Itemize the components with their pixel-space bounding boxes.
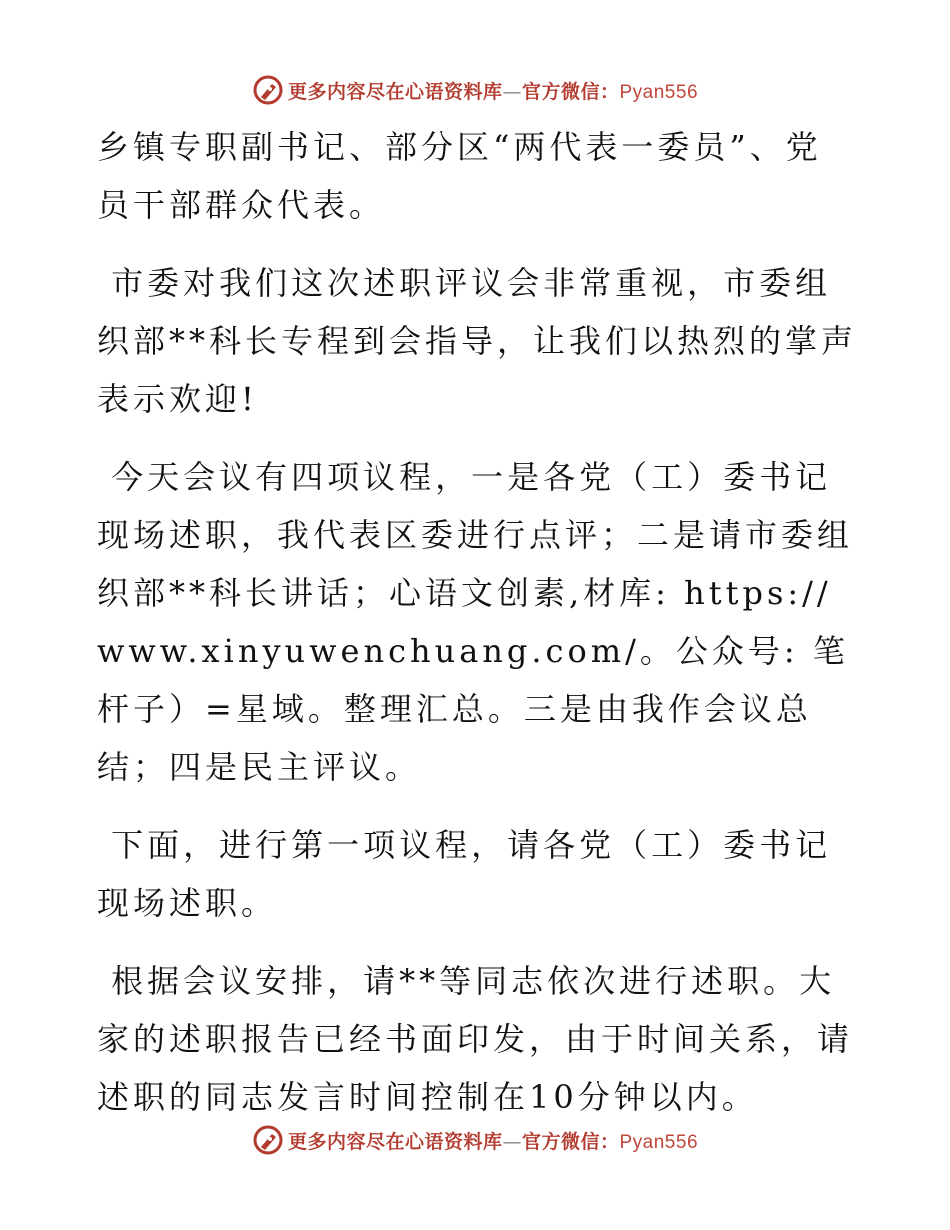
- paragraph: 今天会议有四项议程，一是各党（工）委书记现场述职，我代表区委进行点评；二是请市委组织部**科长讲话；心语文创素,材库: https://www.xinyuwenchuang.com/。公众号: 笔杆子）=星域。整理汇总。三是由我作会议总结；四是民主评议。: [97, 458, 854, 786]
- footer-separator: —: [502, 1130, 522, 1153]
- header-separator: —: [502, 80, 522, 103]
- header-wechat-label: 官方微信：: [521, 80, 620, 103]
- footer-account: Pyan556: [619, 1131, 699, 1153]
- pen-nib-logo-icon: [252, 74, 284, 106]
- pen-nib-logo-icon: [252, 1124, 284, 1156]
- paragraph: 根据会议安排，请**等同志依次进行述职。大家的述职报告已经书面印发，由于时间关系，请述职的同志发言时间控制在10分钟以内。: [97, 962, 854, 1116]
- footer-brand-text: 更多内容尽在心语资料库: [287, 1130, 503, 1153]
- document-body: [97, 118, 857, 1146]
- paragraph: 乡镇专职副书记、部分区“两代表一委员”、党员干部群众代表。: [97, 128, 822, 224]
- paragraph: 市委对我们这次述职评议会非常重视，市委组织部**科长专程到会指导，让我们以热烈的掌声表示欢迎!: [97, 264, 858, 418]
- footer-watermark-text: [288, 1127, 698, 1154]
- header-watermark-text: [288, 77, 698, 104]
- paragraph: 下面，进行第一项议程，请各党（工）委书记现场述职。: [97, 826, 832, 922]
- header-brand-text: 更多内容尽在心语资料库: [287, 80, 503, 103]
- footer-wechat-label: 官方微信：: [521, 1130, 620, 1153]
- footer-watermark: [0, 1120, 950, 1160]
- header-watermark: [0, 70, 950, 110]
- header-account: Pyan556: [619, 81, 699, 103]
